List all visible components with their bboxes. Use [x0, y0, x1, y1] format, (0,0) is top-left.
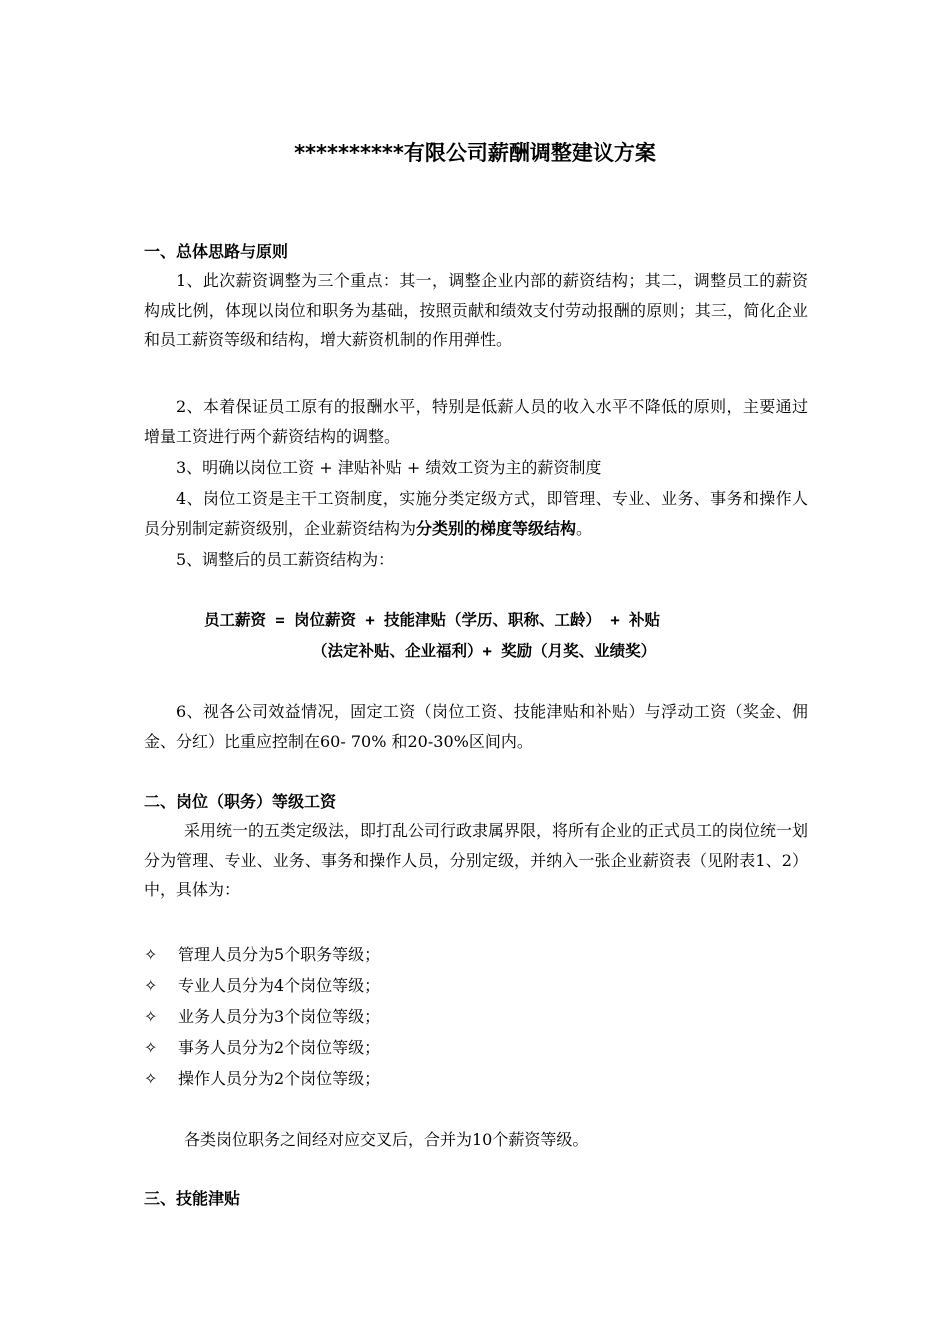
paragraph-2: 2、本着保证员工原有的报酬水平，特别是低薪人员的收入水平不降低的原则，主要通过增量工资进行两个薪资结构的调整。: [144, 397, 808, 446]
diamond-star-outline-icon: ✧: [144, 1038, 158, 1057]
paragraph-6: 6、视各公司效益情况，固定工资（岗位工资、技能津贴和补贴）与浮动工资（奖金、佣金、分红）比重应控制在60- 70% 和20-30%区间内。: [144, 702, 808, 751]
diamond-star-outline-icon: ✧: [144, 945, 158, 964]
diamond-star-outline-icon: ✧: [144, 1069, 158, 1088]
paragraph-1: 1、此次薪资调整为三个重点：其一，调整企业内部的薪资结构；其二，调整员工的薪资构成比例，体现以岗位和职务为基础，按照贡献和绩效支付劳动报酬的原则；其三，简化企业和员工薪资等级和结构，增大薪资机制的作用弹性。: [144, 271, 808, 349]
paragraph-4-emphasis: 分类别的梯度等级结构: [416, 518, 577, 538]
list-item-text: 事务人员分为2个岗位等级；: [178, 1038, 381, 1057]
list-item: [144, 970, 808, 1001]
section-2-intro: 采用统一的五类定级法，即打乱公司行政隶属界限，将所有企业的正式员工的岗位统一划分为管理、专业、业务、事务和操作人员，分别定级，并纳入一张企业薪资表（见附表1、2）中，具体为：: [144, 821, 809, 899]
salary-formula: [144, 605, 808, 667]
section-heading-skill-allowance: 三、技能津贴: [144, 1189, 241, 1208]
salary-formula-line-2: （法定补贴、企业福利）+ 奖励（月奖、业绩奖）: [312, 642, 657, 660]
salary-formula-line-1: 员工薪资 = 岗位薪资 + 技能津贴（学历、职称、工龄） + 补贴: [204, 611, 660, 629]
paragraph-3: 3、明确以岗位工资 + 津贴补贴 + 绩效工资为主的薪资制度: [176, 458, 602, 477]
diamond-star-outline-icon: ✧: [144, 976, 158, 995]
document-title: **********有限公司薪酬调整建议方案: [294, 141, 656, 165]
list-item: [144, 1032, 808, 1063]
paragraph-4: [144, 484, 808, 543]
list-item: [144, 1063, 808, 1094]
paragraph-4-text: 4、岗位工资是主干工资制度，实施分类定级方式，即管理、专业、业务、事务和操作人员分别制定薪资级别，企业薪资结构为: [144, 489, 808, 538]
list-item-text: 业务人员分为3个岗位等级；: [178, 1007, 381, 1026]
list-item: [144, 939, 808, 970]
section-heading-principles: 一、总体思路与原则: [144, 242, 289, 261]
paragraph-5: 5、调整后的员工薪资结构为：: [176, 550, 395, 569]
list-item-text: 操作人员分为2个岗位等级；: [178, 1069, 381, 1088]
section-heading-position-grades: 二、岗位（职务）等级工资: [144, 792, 337, 811]
diamond-star-outline-icon: ✧: [144, 1007, 158, 1026]
grade-list: [144, 939, 808, 1094]
section-2-summary: 各类岗位职务之间经对应交叉后，合并为10个薪资等级。: [184, 1130, 589, 1149]
list-item: [144, 1001, 808, 1032]
paragraph-4-end: 。: [576, 518, 593, 538]
list-item-text: 管理人员分为5个职务等级；: [178, 945, 381, 964]
list-item-text: 专业人员分为4个岗位等级；: [178, 976, 381, 995]
